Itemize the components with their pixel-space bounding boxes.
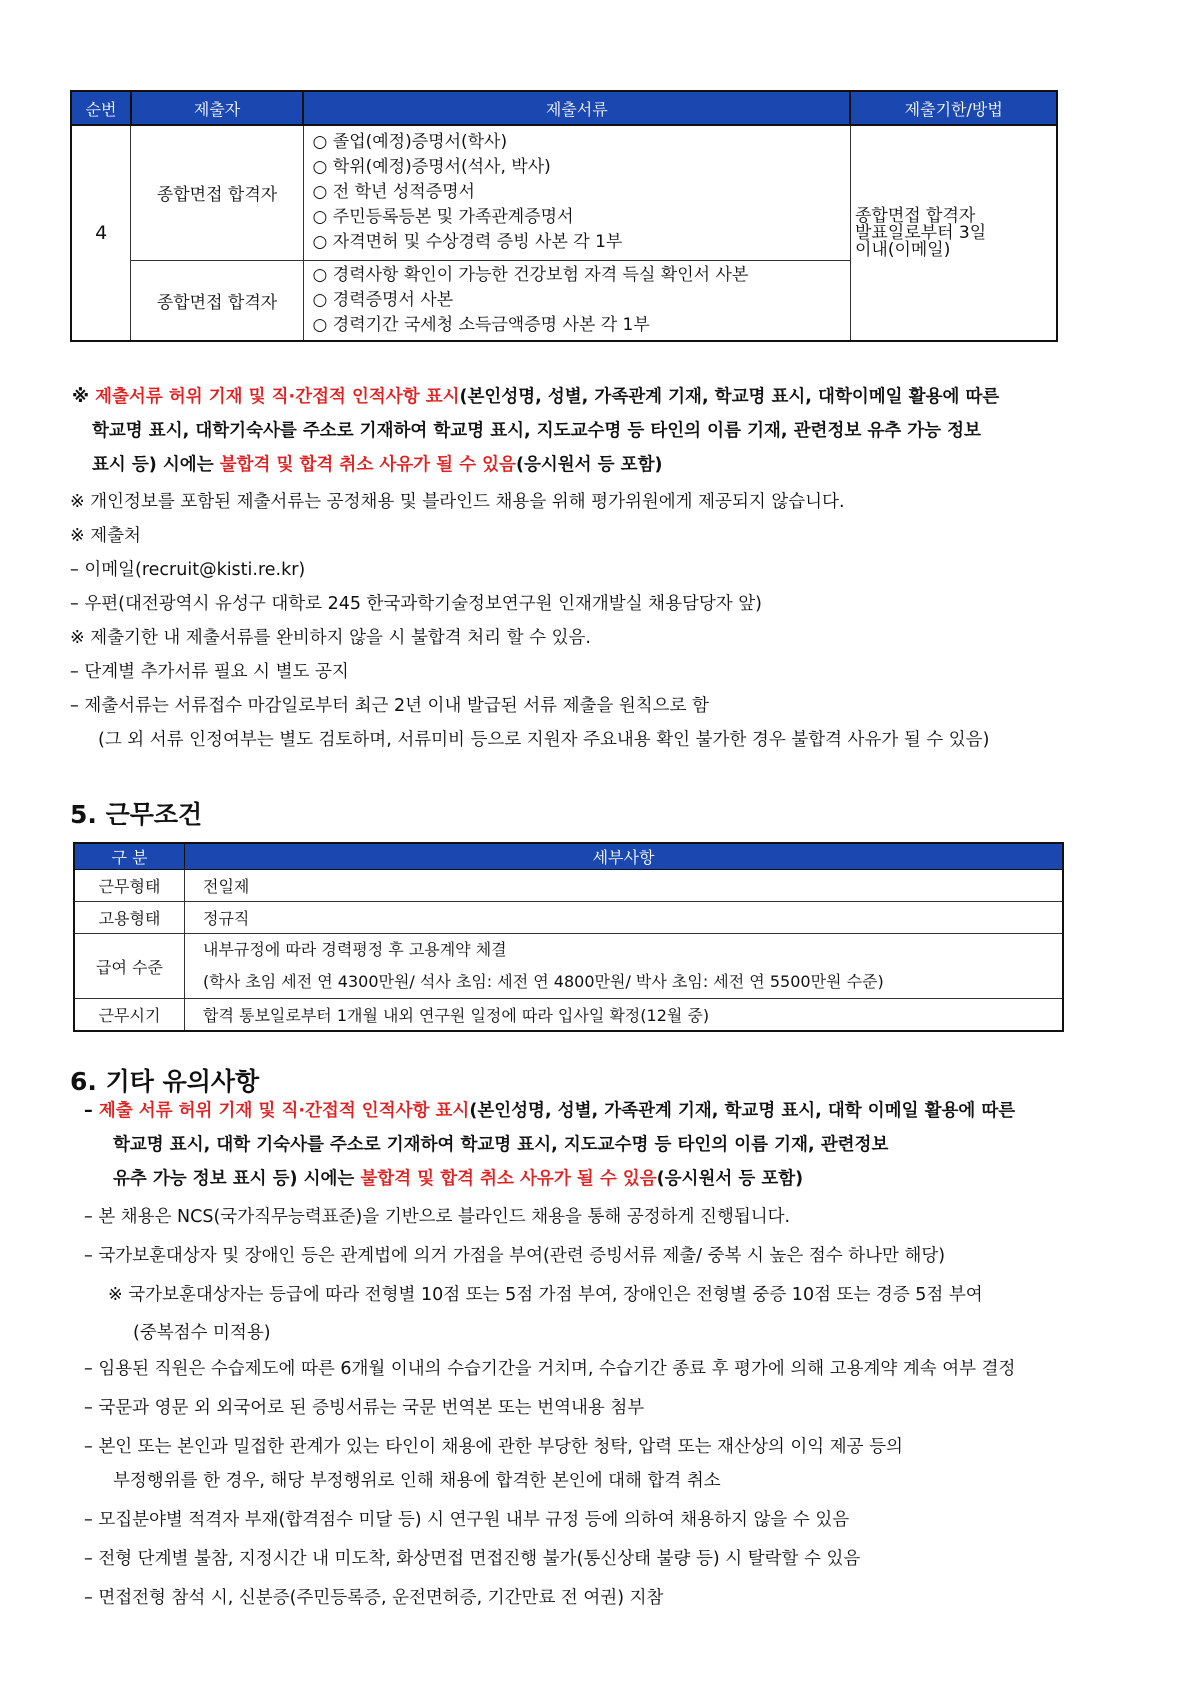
warning-highlight: 제출서류 허위 기재 및 직·간접적 인적사항 표시 (95, 387, 460, 407)
header-submitter: 제출자 (131, 91, 303, 125)
work-conditions-table (73, 842, 1064, 1032)
document-item: ○ 주민등록등본 및 가족관계증명서 (312, 207, 574, 228)
document-item: ○ 전 학년 성적증명서 (312, 182, 475, 203)
documents-list-1 (303, 125, 850, 260)
no-hire-note: – 모집분야별 적격자 부재(합격점수 미달 등) 시 연구원 내부 규정 등에 의하여 채용하지 않을 수 있음 (84, 1510, 850, 1530)
header-documents: 제출서류 (303, 91, 850, 125)
condition-value: 정규직 (185, 902, 1064, 934)
id-note: – 면접전형 참석 시, 신분증(주민등록증, 운전면허증, 기간만료 전 여권) 지참 (84, 1588, 664, 1608)
warning-note: ※ 제출서류 허위 기재 및 직·간접적 인적사항 표시(본인성명, 성별, 가족관계 기재, 학교명 표시, 대학이메일 활용에 따른 (72, 387, 1000, 407)
header-number: 순번 (71, 91, 131, 125)
warning-highlight: 불합격 및 합격 취소 사유가 될 수 있음 (219, 455, 516, 475)
deadline-line: 이내(이메일) (854, 239, 951, 260)
header-details: 세부사항 (185, 843, 1064, 870)
document-item: ○ 경력증명서 사본 (312, 289, 454, 310)
document-item: ○ 경력기간 국세청 소득금액증명 사본 각 1부 (312, 314, 650, 335)
document-item: ○ 자격면허 및 수상경력 증빙 사본 각 1부 (312, 232, 623, 253)
recent-docs-note-2: (그 외 서류 인정여부는 별도 검토하며, 서류미비 등으로 지원자 주요내용 확인 불가한 경우 불합격 사유가 될 수 있음) (98, 730, 990, 750)
deadline-cell (850, 125, 1057, 341)
row-number: 4 (71, 125, 131, 341)
post-line: – 우편(대전광역시 유성구 대학로 245 한국과학기술정보연구원 인재개발실 채용담당자 앞) (70, 594, 762, 614)
fraud-note-2: 부정행위를 한 경우, 해당 부정행위로 인해 채용에 합격한 본인에 대해 합격 취소 (113, 1471, 721, 1491)
absence-note: – 전형 단계별 불참, 지정시간 내 미도착, 화상면접 면접진행 불가(통신상태 불량 등) 시 탈락할 수 있음 (84, 1549, 861, 1569)
submitter-2: 종합면접 합격자 (131, 260, 303, 341)
probation-note: – 임용된 직원은 수습제도에 따른 6개월 이내의 수습기간을 거치며, 수습기간 종료 후 평가에 의해 고용계약 계속 여부 결정 (84, 1359, 1016, 1379)
section6-warning-line3: 유추 가능 정보 표시 등) 시에는 불합격 및 합격 취소 사유가 될 수 있음(응시원서 등 포함) (113, 1169, 804, 1189)
warning-note-line2: 학교명 표시, 대학기숙사를 주소로 기재하여 학교명 표시, 지도교수명 등 타인의 이름 기재, 관련정보 유추 가능 정보 (92, 421, 981, 441)
document-item: ○ 졸업(예정)증명서(학사) (312, 132, 508, 153)
warning-highlight: 제출 서류 허위 기재 및 직·간접적 인적사항 표시 (98, 1101, 470, 1121)
condition-value: 전일제 (185, 870, 1064, 902)
condition-value: 합격 통보일로부터 1개월 내외 연구원 일정에 따라 입사일 확정(12월 중) (185, 999, 1064, 1032)
header-deadline: 제출기한/방법 (850, 91, 1057, 125)
deadline-line: 종합면접 합격자 (854, 205, 976, 226)
section6-warning: – 제출 서류 허위 기재 및 직·간접적 인적사항 표시(본인성명, 성별, 가족관계 기재, 학교명 표시, 대학 이메일 활용에 따른 (84, 1101, 1016, 1121)
document-item: ○ 경력사항 확인이 가능한 건강보험 자격 득실 확인서 사본 (312, 264, 749, 285)
fraud-note: – 본인 또는 본인과 밀접한 관계가 있는 타인이 채용에 관한 부당한 청탁, 압력 또는 재산상의 이익 제공 등의 (84, 1437, 903, 1457)
document-item: ○ 학위(예정)증명서(석사, 박사) (312, 157, 551, 178)
extra-docs-note: – 단계별 추가서류 필요 시 별도 공지 (70, 662, 349, 682)
condition-label: 근무형태 (74, 870, 185, 902)
submitter-1: 종합면접 합격자 (131, 125, 303, 260)
salary-value: 내부규정에 따라 경력평정 후 고용계약 체결 (학사 초임 세전 연 4300만원/ 석사 초임: 세전 연 4800만원/ 박사 초임: 세전 연 5500만원 수준) (185, 934, 1064, 999)
warning-highlight: 불합격 및 합격 취소 사유가 될 수 있음 (360, 1169, 657, 1189)
translation-note: – 국문과 영문 외 외국어로 된 증빙서류는 국문 번역본 또는 번역내용 첨부 (84, 1398, 645, 1418)
veterans-detail: ※ 국가보훈대상자는 등급에 따라 전형별 10점 또는 5점 가점 부여, 장애인은 전형별 중증 10점 또는 경증 5점 부여 (108, 1285, 983, 1305)
condition-label: 근무시기 (74, 999, 185, 1032)
veterans-detail-2: (중복점수 미적용) (133, 1323, 271, 1343)
ncs-note: – 본 채용은 NCS(국가직무능력표준)을 기반으로 블라인드 채용을 통해 공정하게 진행됩니다. (84, 1207, 791, 1227)
condition-label: 급여 수준 (74, 934, 185, 999)
email-line: – 이메일(recruit@kisti.re.kr) (70, 560, 306, 580)
documents-list-2 (303, 260, 850, 341)
deadline-line: 발표일로부터 3일 (854, 222, 987, 243)
recent-docs-note: – 제출서류는 서류접수 마감일로부터 최근 2년 이내 발급된 서류 제출을 원칙으로 함 (70, 696, 709, 716)
submission-table (70, 90, 1058, 342)
deadline-note: ※ 제출기한 내 제출서류를 완비하지 않을 시 불합격 처리 할 수 있음. (70, 628, 591, 648)
condition-label: 고용형태 (74, 902, 185, 934)
privacy-note: ※ 개인정보를 포함된 제출서류는 공정채용 및 블라인드 채용을 위해 평가위원에게 제공되지 않습니다. (70, 492, 845, 512)
section6-warning-line2: 학교명 표시, 대학 기숙사를 주소로 기재하여 학교명 표시, 지도교수명 등 타인의 이름 기재, 관련정보 (113, 1135, 889, 1155)
warning-note-line3: 표시 등) 시에는 불합격 및 합격 취소 사유가 될 수 있음(응시원서 등 포함) (92, 455, 663, 475)
section-5-title: 5. 근무조건 (70, 800, 203, 829)
submit-to-heading: ※ 제출처 (70, 526, 141, 546)
header-category: 구 분 (74, 843, 185, 870)
veterans-note: – 국가보훈대상자 및 장애인 등은 관계법에 의거 가점을 부여(관련 증빙서류 제출/ 중복 시 높은 점수 하나만 해당) (84, 1246, 946, 1266)
section-6-title: 6. 기타 유의사항 (70, 1067, 260, 1096)
